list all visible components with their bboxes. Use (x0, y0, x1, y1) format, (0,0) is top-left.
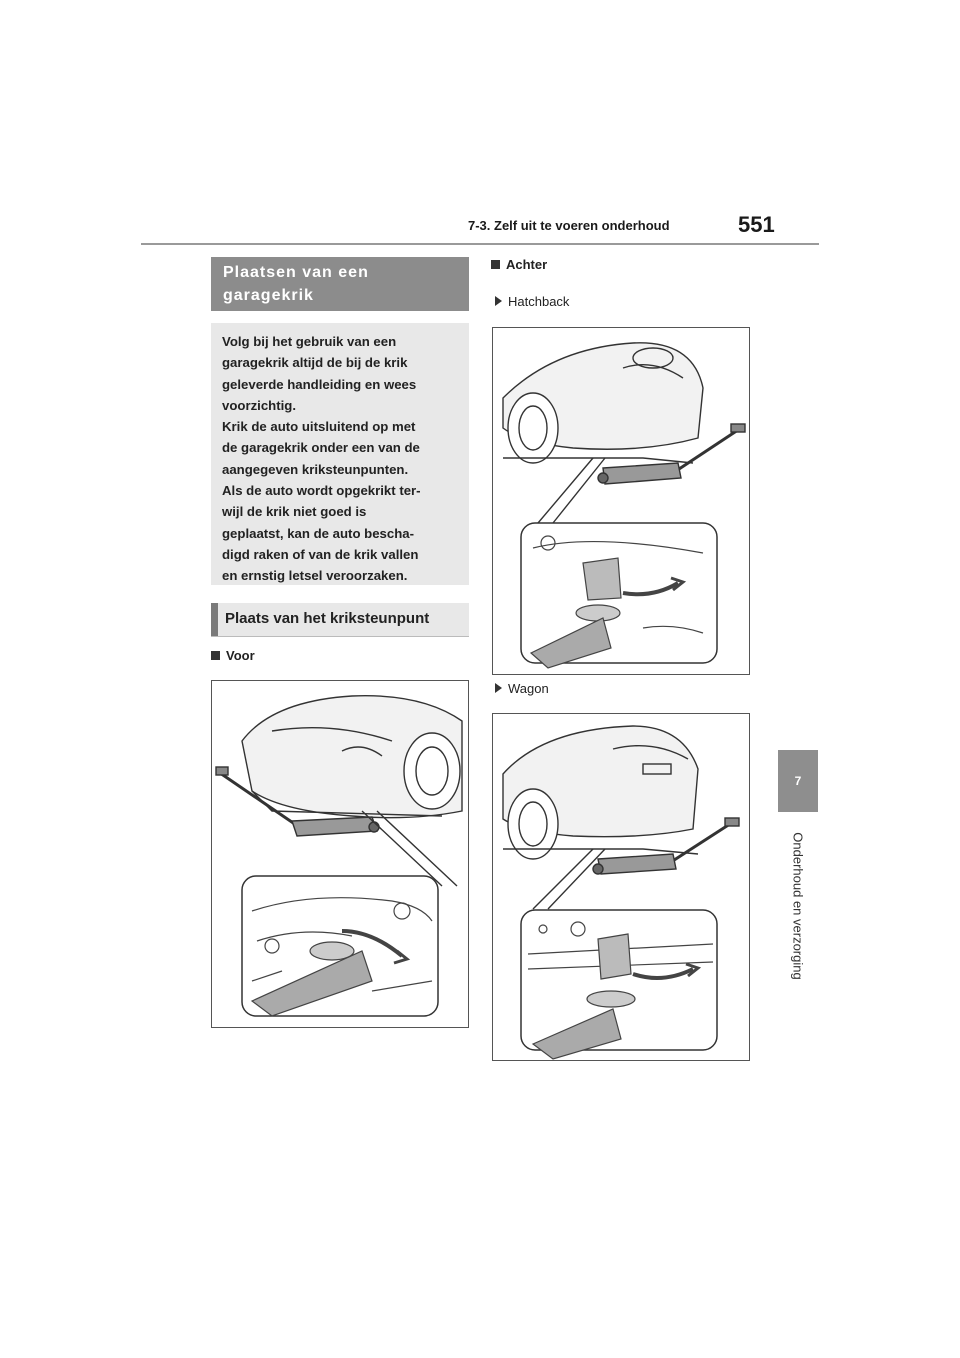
jack-box-line: en ernstig letsel veroorzaken. (222, 568, 408, 584)
wagon-label: Wagon (495, 681, 549, 696)
front-jack-illustration (211, 680, 469, 1028)
wagon-jack-illustration (492, 713, 750, 1061)
jack-box-line: geplaatst, kan de auto bescha- (222, 525, 415, 541)
jack-box-title-line2: garagekrik (223, 287, 314, 304)
jack-box-line: de garagekrik onder een van de (222, 440, 420, 456)
square-bullet-icon (491, 260, 500, 269)
jack-point-heading (211, 603, 469, 637)
jack-box-line: Als de auto wordt opgekrikt ter- (222, 483, 421, 499)
jack-box-line: wijl de krik niet goed is (222, 504, 367, 520)
heading-bar (211, 603, 218, 636)
chapter-tab (778, 750, 818, 812)
hatchback-label: Hatchback (495, 294, 569, 309)
front-label: Voor (211, 648, 255, 663)
jack-box-line: voorzichtig. (222, 397, 296, 413)
triangle-bullet-icon (495, 296, 502, 306)
triangle-bullet-icon (495, 683, 502, 693)
rear-label: Achter (491, 257, 547, 272)
square-bullet-icon (211, 651, 220, 660)
page-number: 551 (738, 212, 775, 237)
jack-box-line: Volg bij het gebruik van een (222, 334, 397, 349)
header-divider (141, 243, 819, 245)
chapter-title: Onderhoud en verzorging (790, 832, 806, 980)
jack-box-line: garagekrik altijd de bij de krik (222, 355, 408, 371)
chapter-number: 7 (794, 774, 802, 788)
jack-box-line: Krik de auto uitsluitend op met (222, 419, 416, 435)
jack-box-line: geleverde handleiding en wees (222, 376, 417, 392)
jack-point-heading-text: Plaats van het kriksteunpunt (225, 610, 430, 627)
jack-box-title-line1: Plaatsen van een (223, 264, 369, 281)
jack-box-line: digd raken of van de krik vallen (222, 546, 419, 562)
jack-box-line: aangegeven kriksteunpunten. (222, 461, 409, 477)
hatchback-jack-illustration (492, 327, 750, 675)
jack-box-title (211, 257, 469, 311)
jack-box-body (211, 323, 469, 585)
section-title: 7-3. Zelf uit te voeren onderhoud (468, 218, 670, 233)
